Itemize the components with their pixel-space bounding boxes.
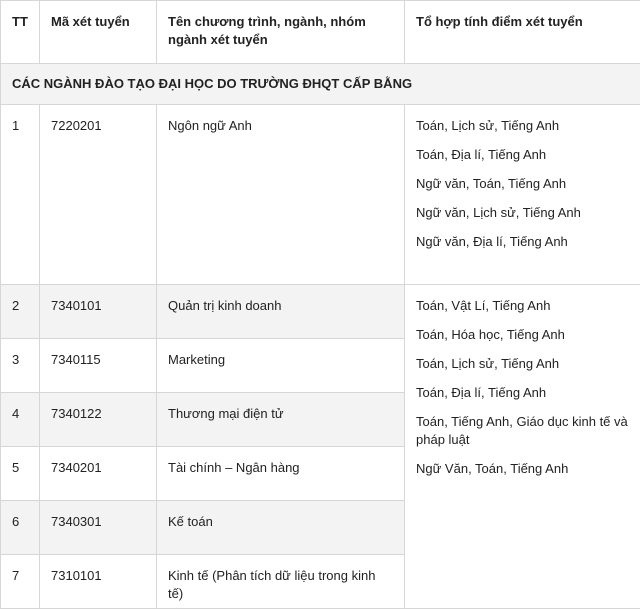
combination-item: Toán, Lịch sử, Tiếng Anh [416,355,629,373]
combination-item: Toán, Địa lí, Tiếng Anh [416,384,629,402]
header-code: Mã xét tuyển [40,1,157,64]
combination-item: Ngữ văn, Lịch sử, Tiếng Anh [416,204,629,222]
table-row [1,105,640,285]
header-combination: Tổ hợp tính điểm xét tuyển [405,1,640,64]
row-code: 7340101 [40,285,157,339]
combination-item: Ngữ Văn, Toán, Tiếng Anh [416,460,629,478]
row-tt: 5 [1,447,40,501]
row-combinations [405,105,640,285]
row-tt: 1 [1,105,40,285]
row-program: Ngôn ngữ Anh [157,105,405,285]
combination-item: Toán, Địa lí, Tiếng Anh [416,146,629,164]
row-program: Kinh tế (Phân tích dữ liệu trong kinh tế) [157,555,405,609]
row-code: 7220201 [40,105,157,285]
row-code: 7340122 [40,393,157,447]
row-program: Thương mại điện tử [157,393,405,447]
row-tt: 4 [1,393,40,447]
row-tt: 2 [1,285,40,339]
header-row [1,1,640,64]
section-row [1,64,640,105]
combination-item: Toán, Lịch sử, Tiếng Anh [416,117,629,135]
row-program: Marketing [157,339,405,393]
row-code: 7340201 [40,447,157,501]
row-program: Kế toán [157,501,405,555]
combination-item: Toán, Tiếng Anh, Giáo dục kinh tế và pháp luật [416,413,629,449]
row-tt: 7 [1,555,40,609]
group-combinations [405,285,640,609]
combination-item: Ngữ văn, Địa lí, Tiếng Anh [416,233,629,251]
row-program: Quản trị kinh doanh [157,285,405,339]
row-code: 7340301 [40,501,157,555]
row-tt: 6 [1,501,40,555]
row-program: Tài chính – Ngân hàng [157,447,405,501]
combination-item: Ngữ văn, Toán, Tiếng Anh [416,175,629,193]
table-row [1,285,640,339]
header-program: Tên chương trình, ngành, nhóm ngành xét tuyển [157,1,405,64]
section-title: CÁC NGÀNH ĐÀO TẠO ĐẠI HỌC DO TRƯỜNG ĐHQT CẤP BẰNG [1,64,640,105]
row-code: 7310101 [40,555,157,609]
row-code: 7340115 [40,339,157,393]
row-tt: 3 [1,339,40,393]
combination-item: Toán, Vật Lí, Tiếng Anh [416,297,629,315]
header-tt: TT [1,1,40,64]
combination-item: Toán, Hóa học, Tiếng Anh [416,326,629,344]
